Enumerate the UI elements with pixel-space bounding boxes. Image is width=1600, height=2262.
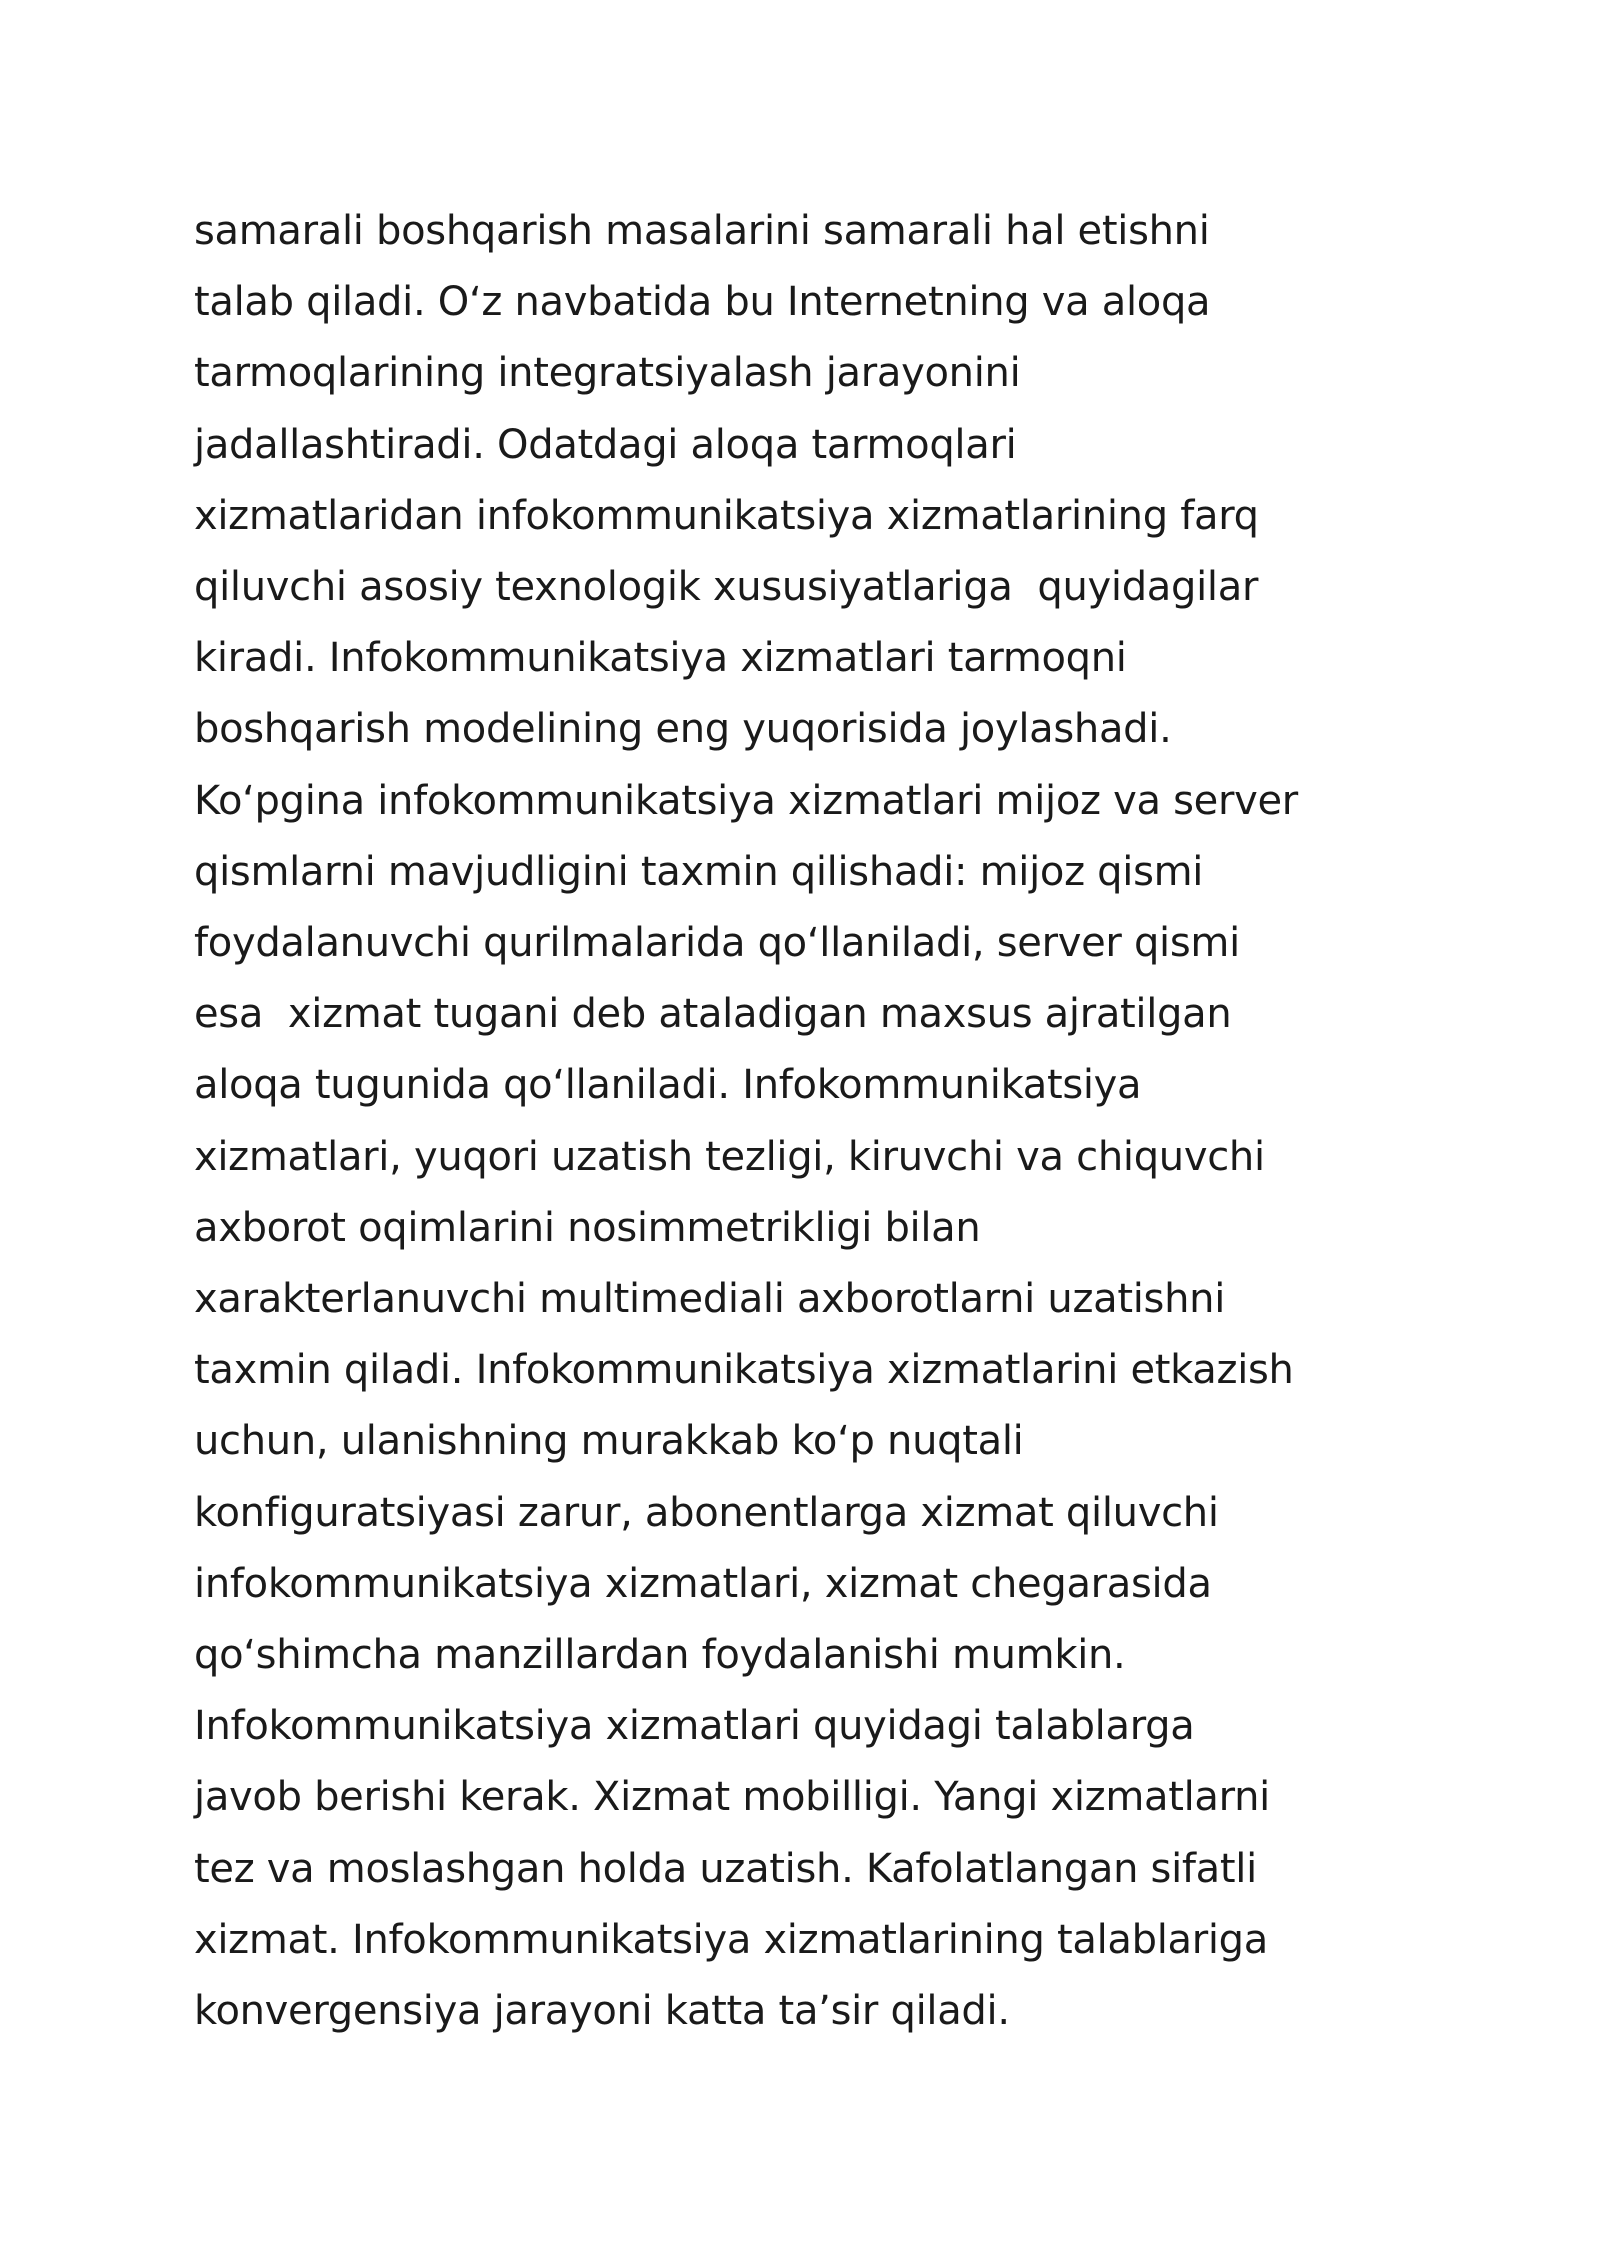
text-line: samarali boshqarish masalarini samarali hal etishni: [194, 208, 1210, 254]
text-line: axborot oqimlarini nosimmetrikligi bilan: [194, 1204, 981, 1251]
text-line: esa xizmat tugani deb ataladigan maxsus ajratilgan: [194, 991, 1232, 1038]
text-line: qo‘shimcha manzillardan foydalanishi mumkin.: [194, 1632, 1126, 1679]
text-line: kiradi. Infokommunikatsiya xizmatlari tarmoqni: [194, 635, 1127, 682]
text-line: aloqa tugunida qo‘llaniladi. Infokommunikatsiya: [194, 1062, 1142, 1109]
text-line: xizmat. Infokommunikatsiya xizmatlarining talablariga: [194, 1916, 1268, 1963]
body-paragraph: [194, 196, 1494, 2047]
text-line: Ko‘pgina infokommunikatsiya xizmatlari mijoz va server: [194, 777, 1298, 824]
text-line: tarmoqlarining integratsiyalash jarayonini: [194, 350, 1021, 397]
text-line: xizmatlaridan infokommunikatsiya xizmatlarining farq: [194, 492, 1259, 539]
text-line: uchun, ulanishning murakkab ko‘p nuqtali: [194, 1418, 1024, 1465]
text-line: taxmin qiladi. Infokommunikatsiya xizmatlarini etkazish: [194, 1347, 1294, 1394]
text-line: talab qiladi. O‘z navbatida bu Internetning va aloqa: [194, 279, 1211, 326]
text-line: javob berishi kerak. Xizmat mobilligi. Yangi xizmatlarni: [194, 1774, 1270, 1821]
text-line: tez va moslashgan holda uzatish. Kafolatlangan sifatli: [194, 1845, 1257, 1892]
text-line: qismlarni mavjudligini taxmin qilishadi: mijoz qismi: [194, 848, 1204, 895]
text-line: qiluvchi asosiy texnologik xususiyatlariga quyidagilar: [194, 564, 1259, 611]
text-line: xarakterlanuvchi multimediali axborotlarni uzatishni: [194, 1276, 1226, 1323]
text-line: jadallashtiradi. Odatdagi aloqa tarmoqlari: [194, 421, 1017, 468]
text-line: foydalanuvchi qurilmalarida qo‘llaniladi, server qismi: [194, 920, 1240, 967]
text-line: infokommunikatsiya xizmatlari, xizmat chegarasida: [194, 1560, 1212, 1607]
text-line: xizmatlari, yuqori uzatish tezligi, kiruvchi va chiquvchi: [194, 1133, 1265, 1180]
text-line: Infokommunikatsiya xizmatlari quyidagi talablarga: [194, 1703, 1195, 1750]
text-line: konvergensiya jarayoni katta ta’sir qiladi.: [194, 1988, 1010, 2035]
text-line: konfiguratsiyasi zarur, abonentlarga xizmat qiluvchi: [194, 1489, 1219, 1536]
text-line: boshqarish modelining eng yuqorisida joylashadi.: [194, 706, 1172, 753]
